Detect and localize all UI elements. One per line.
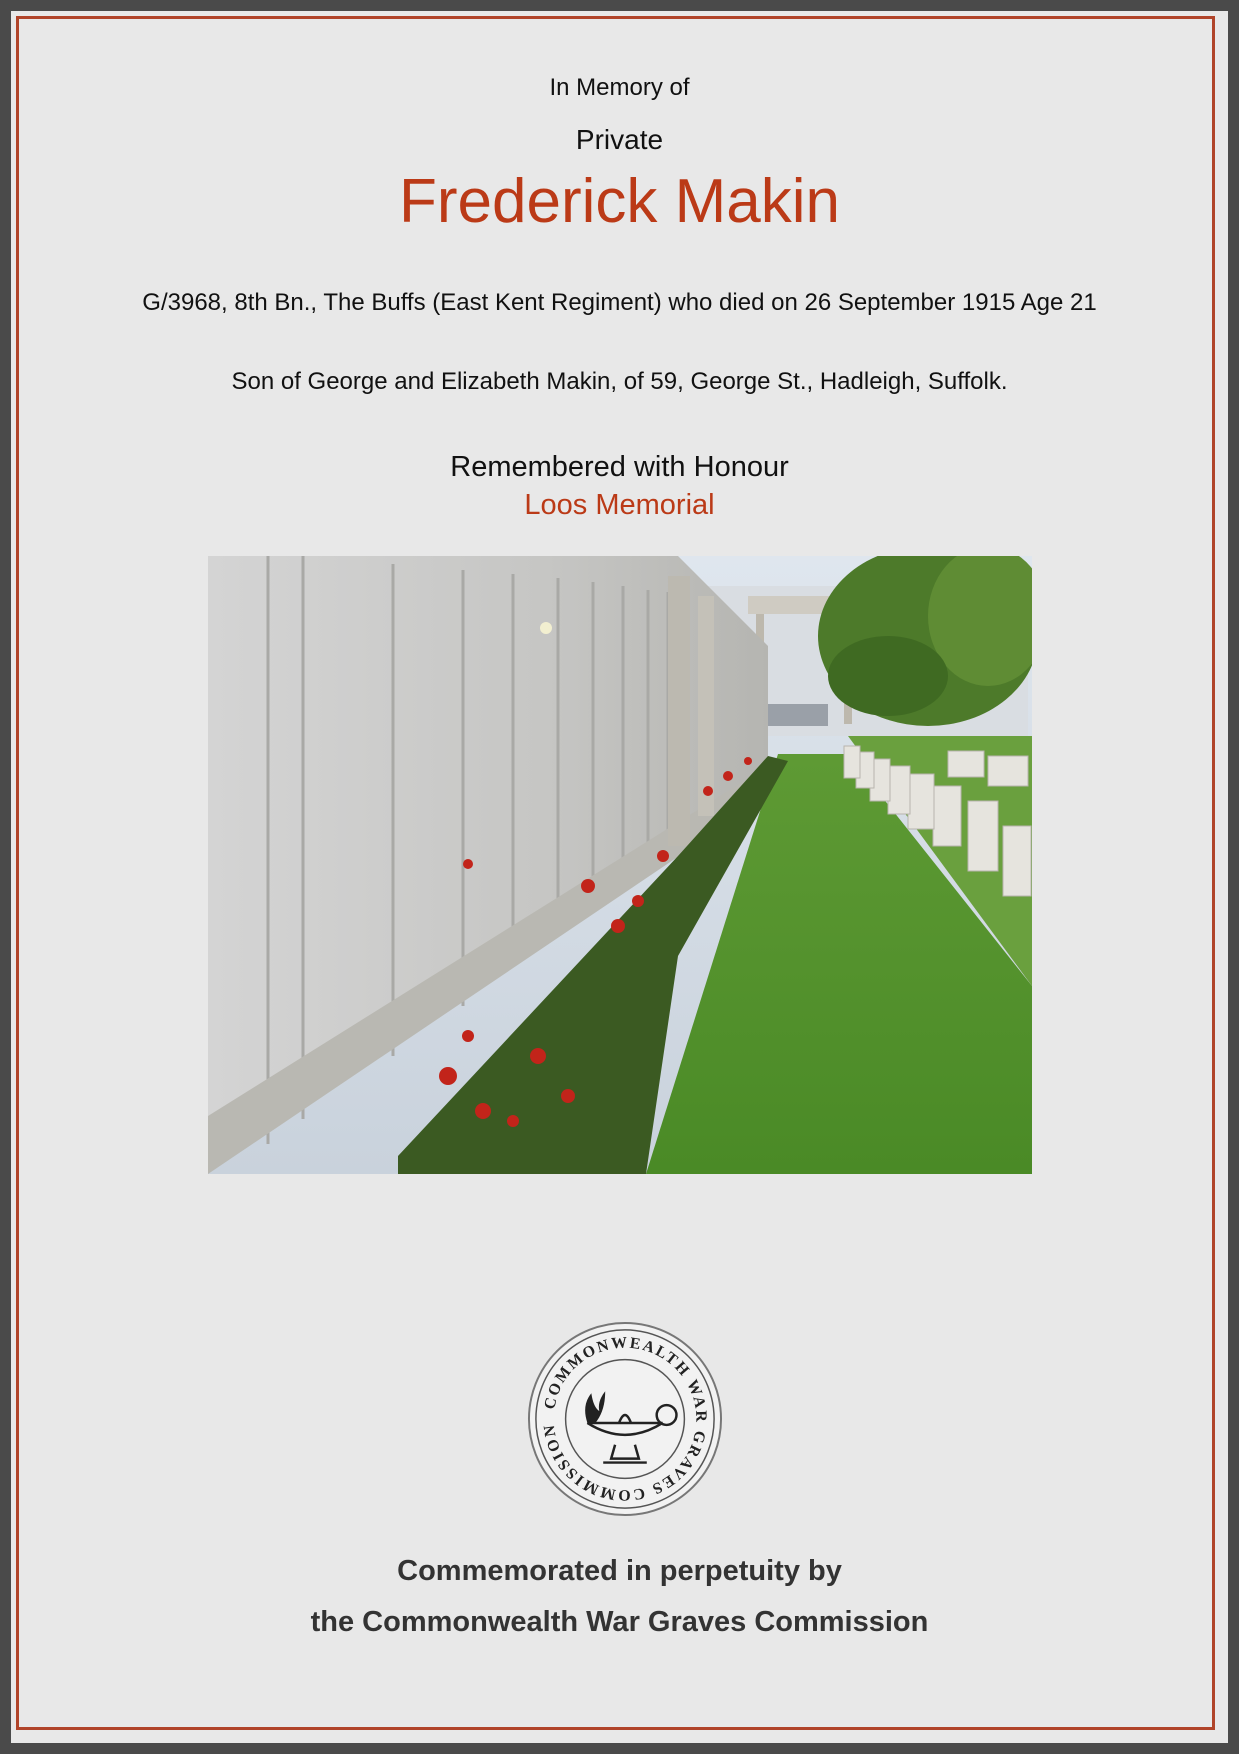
in-memory-heading: In Memory of: [549, 74, 690, 101]
commemorated-line: Commemorated in perpetuity by: [397, 1555, 842, 1587]
cwgc-seal: [526, 1320, 724, 1518]
remembered-heading: Remembered with Honour: [450, 451, 789, 483]
commission-line: the Commonwealth War Graves Commission: [310, 1606, 929, 1638]
soldier-name: Frederick Makin: [399, 167, 840, 236]
memorial-photo: [208, 556, 1032, 1174]
memorial-name: Loos Memorial: [524, 489, 715, 521]
rank: Private: [575, 124, 664, 155]
service-details: G/3968, 8th Bn., The Buffs (East Kent Regiment) who died on 26 September 1915 Age 21: [142, 289, 1097, 316]
seal-text: COMMONWEALTH WAR GRAVES COMMISSION: [540, 1334, 710, 1504]
family-details: Son of George and Elizabeth Makin, of 59, George St., Hadleigh, Suffolk.: [231, 368, 1008, 395]
